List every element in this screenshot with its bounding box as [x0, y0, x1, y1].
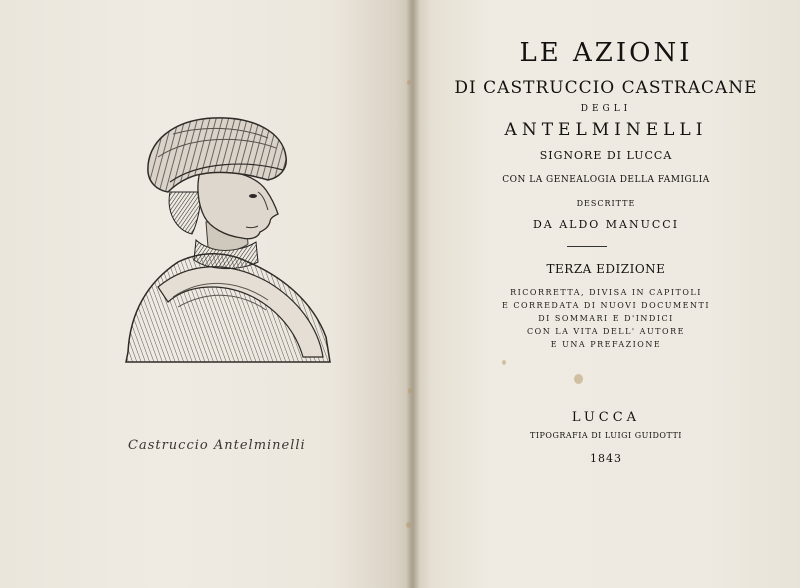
edition-note: RICORRETTA, DIVISA IN CAPITOLI	[510, 288, 702, 297]
foxing-spot	[406, 522, 411, 528]
descritte-line: DESCRITTE	[576, 199, 636, 208]
edition-note: E UNA PREFAZIONE	[550, 340, 662, 349]
divider-rule	[567, 246, 607, 247]
edition-note: DI SOMMARI E D'INDICI	[538, 314, 674, 323]
edition-note: CON LA VITA DELL' AUTORE	[527, 327, 685, 336]
engraved-portrait	[118, 112, 338, 374]
foxing-spot	[574, 374, 583, 384]
foxing-spot	[502, 360, 506, 365]
book-title: LE AZIONI	[519, 38, 693, 68]
family-name: ANTELMINELLI	[504, 120, 708, 140]
edition-notes	[412, 286, 800, 351]
book-subtitle: DI CASTRUCCIO CASTRACANE	[454, 78, 758, 98]
imprint-printer: TIPOGRAFIA DI LUIGI GUIDOTTI	[530, 431, 682, 440]
genealogy-line: CON LA GENEALOGIA DELLA FAMIGLIA	[502, 175, 710, 185]
edition-line: TERZA EDIZIONE	[546, 262, 666, 276]
foxing-spot	[407, 80, 411, 85]
degli-line: DEGLI	[580, 104, 632, 114]
imprint-year: 1843	[590, 452, 622, 465]
foxing-spot	[408, 388, 412, 394]
portrait-caption: Castruccio Antelminelli	[128, 438, 306, 453]
imprint-city: LUCCA	[571, 410, 641, 425]
edition-note: E CORREDATA DI NUOVI DOCUMENTI	[501, 301, 711, 310]
author-line: DA ALDO MANUCCI	[532, 218, 680, 231]
lord-line: SIGNORE DI LUCCA	[539, 149, 673, 162]
